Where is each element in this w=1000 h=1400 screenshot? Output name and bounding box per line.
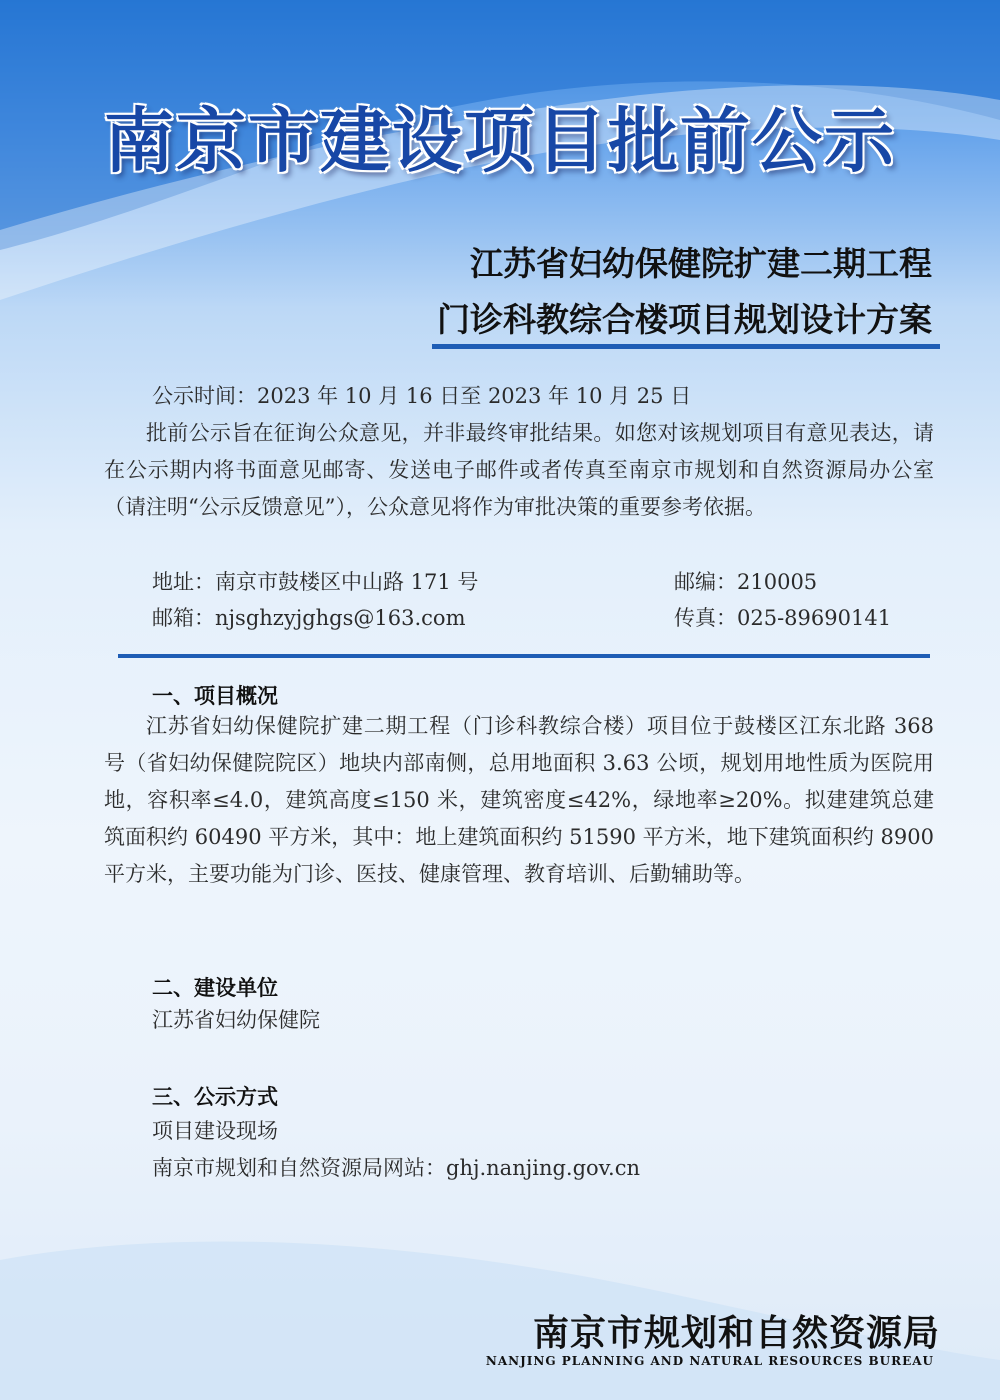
footer-org-cn: 南京市规划和自然资源局 [532, 1313, 940, 1354]
contact-postcode: 邮编：210005 [674, 570, 818, 594]
contact-fax: 传真：025-89690141 [674, 606, 892, 630]
section-body-builder: 江苏省妇幼保健院 [152, 1008, 320, 1032]
method-line-site: 项目建设现场 [152, 1119, 278, 1143]
contact-address: 地址：南京市鼓楼区中山路 171 号 [152, 570, 479, 594]
project-title-line-2: 门诊科教综合楼项目规划设计方案 [437, 300, 932, 339]
footer-org-en: NANJING PLANNING AND NATURAL RESOURCES BUREAU [485, 1354, 934, 1368]
notice-intro: 批前公示旨在征询公众意见，并非最终审批结果。如您对该规划项目有意见表达，请在公示期内将书面意见邮寄、发送电子邮件或者传真至南京市规划和自然资源局办公室（请注明“公示反馈意见”），公众意见将作为审批决策的重要参考依据。 [104, 421, 934, 519]
section-heading-overview: 一、项目概况 [152, 684, 278, 708]
notice-period: 公示时间：2023 年 10 月 16 日至 2023 年 10 月 25 日 [152, 384, 692, 408]
page-title: 南京市建设项目批前公示 [104, 100, 896, 182]
contact-email: 邮箱：njsghzyjghgs@163.com [152, 606, 466, 630]
section-body-overview: 江苏省妇幼保健院扩建二期工程（门诊科教综合楼）项目位于鼓楼区江东北路 368 号（省妇幼保健院院区）地块内部南侧，总用地面积 3.63 公顷，规划用地性质为医院用地，容积率≤4.0，建筑高度≤150 米，建筑密度≤42%，绿地率≥20%。拟建建筑总建筑面积约 60490 平方米，其中：地上建筑面积约 51590 平方米，地下建筑面积约 8900 平方米，主要功能为门诊、医技、健康管理、教育培训、后勤辅助等。 [104, 714, 934, 886]
section-heading-method: 三、公示方式 [152, 1085, 278, 1109]
method-line-website: 南京市规划和自然资源局网站：ghj.nanjing.gov.cn [152, 1156, 641, 1180]
section-divider [118, 654, 930, 658]
project-title-line-1: 江苏省妇幼保健院扩建二期工程 [470, 244, 932, 283]
section-heading-builder: 二、建设单位 [152, 976, 278, 1000]
title-underline [432, 344, 940, 349]
